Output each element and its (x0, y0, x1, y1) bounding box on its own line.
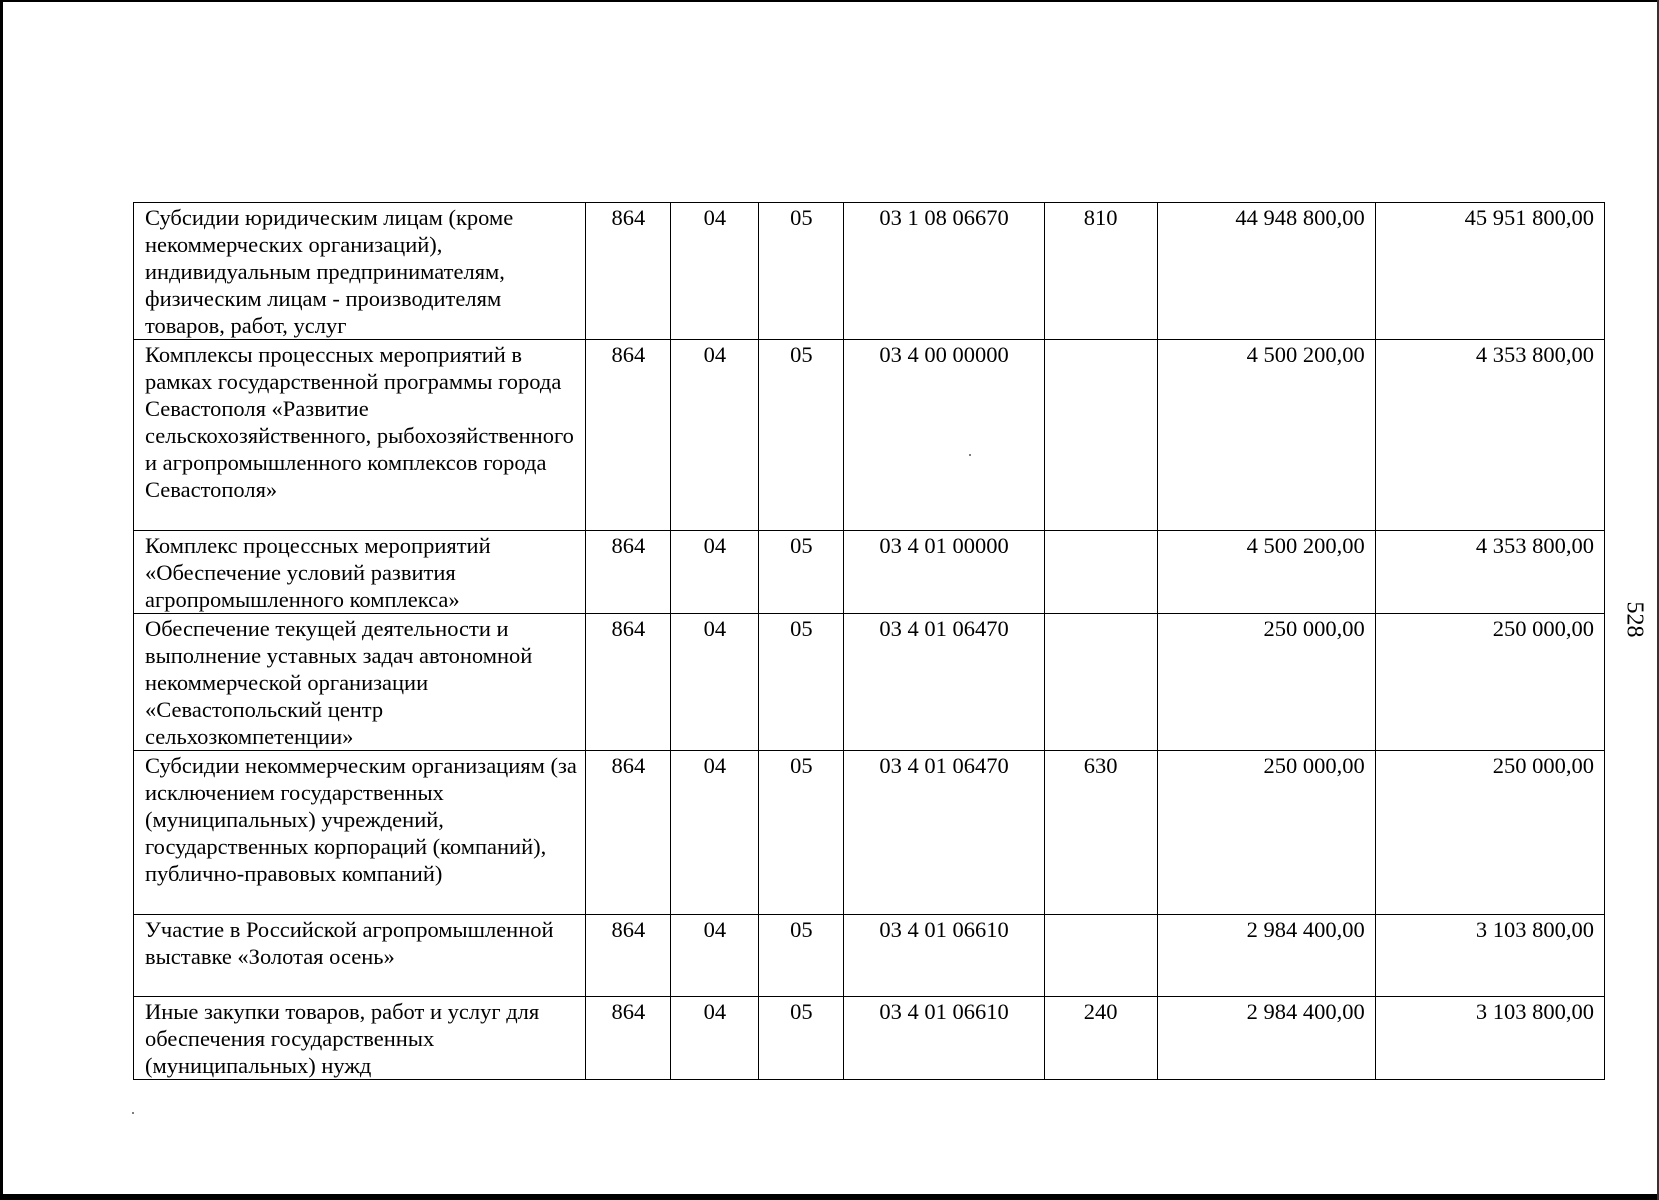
section-code-cell: 04 (671, 751, 759, 915)
expense-type-cell (1044, 614, 1157, 751)
target-article-cell: 03 4 01 00000 (844, 531, 1044, 614)
amount-year2-cell: 4 353 800,00 (1375, 531, 1604, 614)
expense-type-cell: 240 (1044, 997, 1157, 1080)
amount-year1-cell: 44 948 800,00 (1157, 203, 1375, 340)
amount-year2-cell: 45 951 800,00 (1375, 203, 1604, 340)
target-article-cell: 03 4 01 06610 (844, 997, 1044, 1080)
row-name-cell: Субсидии некоммерческим организациям (за исключением государственных (муниципальных) учреждений, государственных корпораций (компаний), публично-правовых компаний) (134, 751, 586, 915)
row-name-cell: Комплексы процессных мероприятий в рамках государственной программы города Севастополя «Развитие сельскохозяйственного, рыбохозяйственного и агропромышленного комплексов города Севастополя» (134, 340, 586, 531)
expense-type-cell (1044, 340, 1157, 531)
target-article-cell: 03 1 08 06670 (844, 203, 1044, 340)
scan-speck (132, 1112, 134, 1114)
row-name-cell: Обеспечение текущей деятельности и выполнение уставных задач автономной некоммерческой организации «Севастопольский центр сельхозкомпетенции» (134, 614, 586, 751)
table-row (134, 340, 1605, 531)
subsection-code-cell: 05 (759, 340, 844, 531)
subsection-code-cell: 05 (759, 614, 844, 751)
table-row (134, 751, 1605, 915)
scan-edge-top (0, 0, 1659, 2)
amount-year2-cell: 250 000,00 (1375, 751, 1604, 915)
subsection-code-cell: 05 (759, 915, 844, 997)
table-row (134, 614, 1605, 751)
ministry-code-cell: 864 (586, 751, 671, 915)
ministry-code-cell: 864 (586, 997, 671, 1080)
target-article-cell: 03 4 00 00000 (844, 340, 1044, 531)
page-number: 528 (1621, 601, 1648, 638)
row-name-cell: Комплекс процессных мероприятий «Обеспечение условий развития агропромышленного комплекса» (134, 531, 586, 614)
section-code-cell: 04 (671, 203, 759, 340)
target-article-cell: 03 4 01 06610 (844, 915, 1044, 997)
ministry-code-cell: 864 (586, 614, 671, 751)
expense-type-cell: 810 (1044, 203, 1157, 340)
amount-year1-cell: 250 000,00 (1157, 614, 1375, 751)
target-article-cell: 03 4 01 06470 (844, 751, 1044, 915)
table-row (134, 997, 1605, 1080)
section-code-cell: 04 (671, 997, 759, 1080)
scan-edge-bottom (0, 1194, 1659, 1200)
row-name-cell: Субсидии юридическим лицам (кроме некоммерческих организаций), индивидуальным предпринимателям, физическим лицам - производителям товаров, работ, услуг (134, 203, 586, 340)
row-name-cell: Участие в Российской агропромышленной выставке «Золотая осень» (134, 915, 586, 997)
amount-year2-cell: 4 353 800,00 (1375, 340, 1604, 531)
expense-type-cell (1044, 915, 1157, 997)
section-code-cell: 04 (671, 340, 759, 531)
scan-speck (969, 454, 971, 456)
section-code-cell: 04 (671, 915, 759, 997)
table-row (134, 915, 1605, 997)
section-code-cell: 04 (671, 531, 759, 614)
ministry-code-cell: 864 (586, 340, 671, 531)
amount-year1-cell: 4 500 200,00 (1157, 531, 1375, 614)
table-row (134, 203, 1605, 340)
scan-edge-left (0, 0, 3, 1200)
amount-year1-cell: 4 500 200,00 (1157, 340, 1375, 531)
amount-year1-cell: 2 984 400,00 (1157, 997, 1375, 1080)
subsection-code-cell: 05 (759, 751, 844, 915)
budget-table (133, 202, 1605, 1080)
amount-year2-cell: 250 000,00 (1375, 614, 1604, 751)
subsection-code-cell: 05 (759, 531, 844, 614)
amount-year2-cell: 3 103 800,00 (1375, 997, 1604, 1080)
expense-type-cell: 630 (1044, 751, 1157, 915)
subsection-code-cell: 05 (759, 997, 844, 1080)
ministry-code-cell: 864 (586, 915, 671, 997)
target-article-cell: 03 4 01 06470 (844, 614, 1044, 751)
ministry-code-cell: 864 (586, 531, 671, 614)
section-code-cell: 04 (671, 614, 759, 751)
ministry-code-cell: 864 (586, 203, 671, 340)
row-name-cell: Иные закупки товаров, работ и услуг для обеспечения государственных (муниципальных) нужд (134, 997, 586, 1080)
amount-year2-cell: 3 103 800,00 (1375, 915, 1604, 997)
subsection-code-cell: 05 (759, 203, 844, 340)
table-row (134, 531, 1605, 614)
amount-year1-cell: 250 000,00 (1157, 751, 1375, 915)
amount-year1-cell: 2 984 400,00 (1157, 915, 1375, 997)
expense-type-cell (1044, 531, 1157, 614)
